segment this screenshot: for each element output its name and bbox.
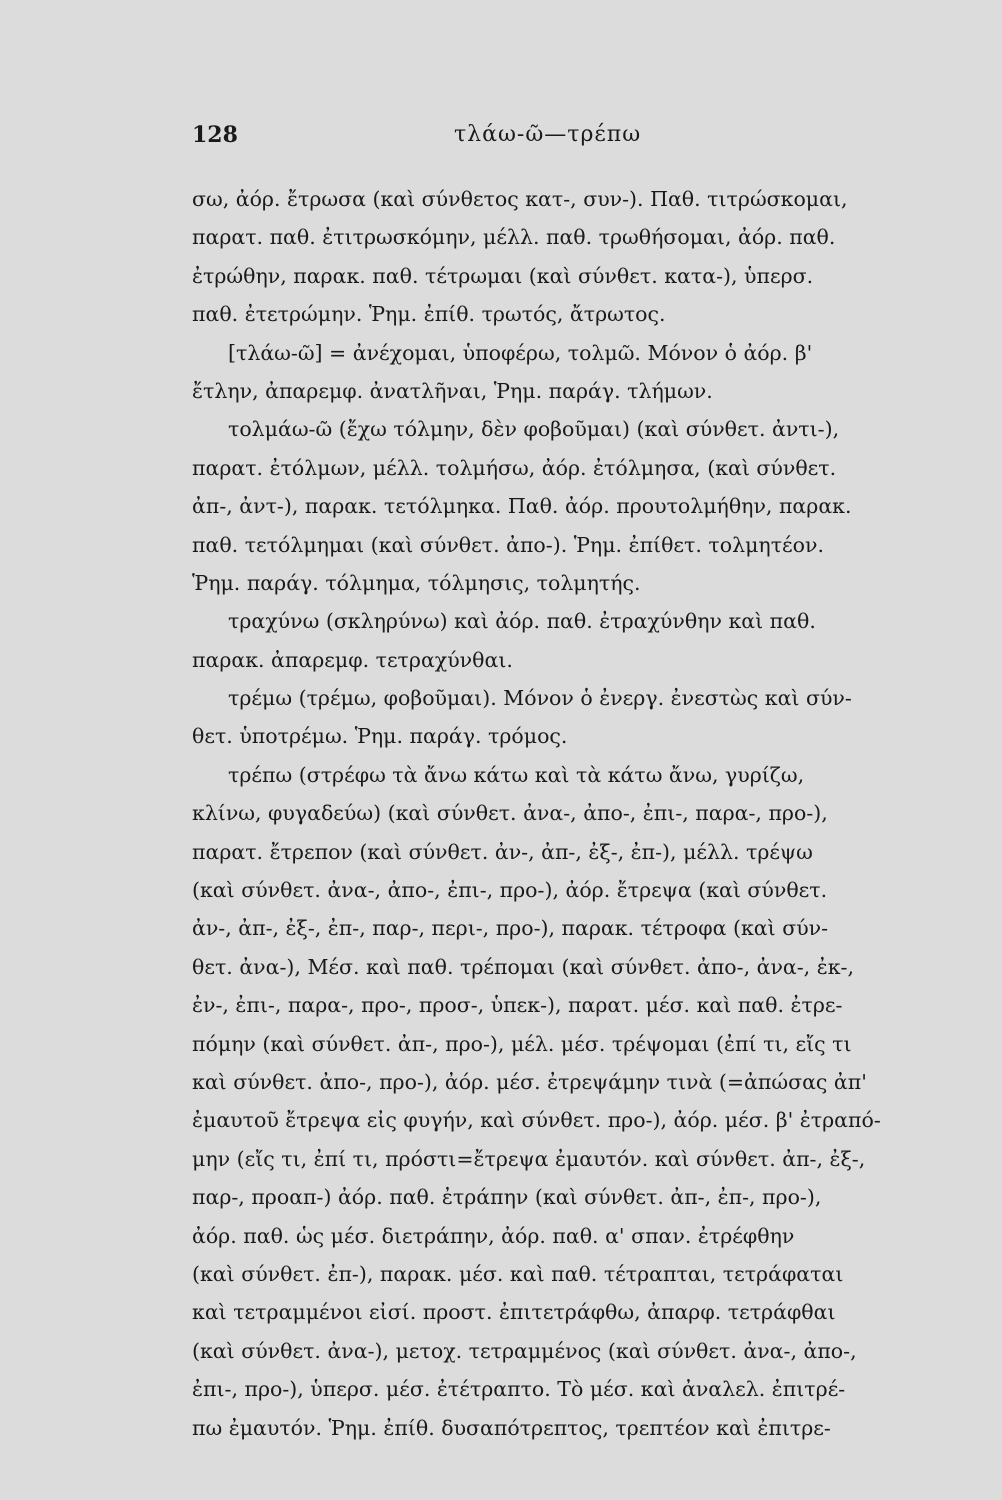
text-line: (καὶ σύνθετ. ἀνα-), μετοχ. τετραμμένος (καὶ σύνθετ. ἀνα-, ἀπο-,: [192, 1338, 857, 1363]
text-line: (καὶ σύνθετ. ἐπ-), παρακ. μέσ. καὶ παθ. τέτραπται, τετράφαται: [192, 1261, 844, 1286]
text-line: καὶ σύνθετ. ἀπο-, προ-), ἀόρ. μέσ. ἐτρεψάμην τινὰ (=ἀπώσας ἀπ': [192, 1069, 867, 1094]
text-line: ἐν-, ἐπι-, παρα-, προ-, προσ-, ὑπεκ-), παρατ. μέσ. καὶ παθ. ἐτρε-: [192, 993, 843, 1018]
text-line: κλίνω, φυγαδεύω) (καὶ σύνθετ. ἀνα-, ἀπο-, ἐπι-, παρα-, προ-),: [192, 801, 828, 826]
text-line: θετ. ἀνα-), Μέσ. καὶ παθ. τρέπομαι (καὶ σύνθετ. ἀπο-, ἀνα-, ἐκ-,: [192, 954, 854, 979]
text-line: ἐπι-, προ-), ὑπερσ. μέσ. ἐτέτραπτο. Τὸ μέσ. καὶ ἀναλελ. ἐπιτρέ-: [192, 1377, 846, 1402]
page-number: 128: [192, 122, 238, 148]
text-line: Ῥημ. παράγ. τόλμημα, τόλμησις, τολμητής.: [192, 570, 641, 595]
text-line: ἐμαυτοῦ ἔτρεψα εἰς φυγήν, καὶ σύνθετ. προ-), ἀόρ. μέσ. β' ἐτραπό-: [192, 1108, 881, 1133]
text-line: παρ-, προαπ-) ἀόρ. παθ. ἐτράπην (καὶ σύνθετ. ἀπ-, ἐπ-, προ-),: [192, 1185, 822, 1210]
text-line: παρατ. παθ. ἐτιτρωσκόμην, μέλλ. παθ. τρωθήσομαι, ἀόρ. παθ.: [192, 225, 836, 250]
text-line: ἀόρ. παθ. ὡς μέσ. διετράπην, ἀόρ. παθ. α' σπαν. ἐτρέφθην: [192, 1223, 795, 1248]
text-line: καὶ τετραμμένοι εἰσί. προστ. ἐπιτετράφθω, ἀπαρφ. τετράφθαι: [192, 1300, 836, 1325]
text-line: τρέπω (στρέφω τὰ ἄνω κάτω καὶ τὰ κάτω ἄνω, γυρίζω,: [228, 762, 805, 787]
text-line: παρακ. ἀπαρεμφ. τετραχύνθαι.: [192, 647, 513, 672]
text-line: [τλάω-ῶ] = ἀνέχομαι, ὑποφέρω, τολμῶ. Μόνον ὁ ἀόρ. β': [228, 340, 813, 365]
text-line: τολμάω-ῶ (ἔχω τόλμην, δὲν φοβοῦμαι) (καὶ σύνθετ. ἀντι-),: [228, 417, 840, 442]
text-line: τρέμω (τρέμω, φοβοῦμαι). Μόνον ὁ ἐνεργ. ἐνεστὼς καὶ σύν-: [228, 686, 852, 711]
text-line: (καὶ σύνθετ. ἀνα-, ἀπο-, ἐπι-, προ-), ἀόρ. ἔτρεψα (καὶ σύνθετ.: [192, 878, 828, 903]
text-line: παθ. τετόλμημαι (καὶ σύνθετ. ἀπο-). Ῥημ. ἐπίθετ. τολμητέον.: [192, 532, 824, 557]
text-line: πω ἐμαυτόν. Ῥημ. ἐπίθ. δυσαπότρεπτος, τρεπτέον καὶ ἐπιτρε-: [192, 1415, 831, 1440]
dictionary-body-text: [192, 180, 992, 1447]
text-line: ἐτρώθην, παρακ. παθ. τέτρωμαι (καὶ σύνθετ. κατα-), ὑπερσ.: [192, 263, 814, 288]
text-line: πόμην (καὶ σύνθετ. ἀπ-, προ-), μέλ. μέσ. τρέψομαι (ἐπί τι, εἴς τι: [192, 1031, 852, 1056]
text-line: παρατ. ἐτόλμων, μέλλ. τολμήσω, ἀόρ. ἐτόλμησα, (καὶ σύνθετ.: [192, 455, 837, 480]
text-line: μην (εἴς τι, ἐπί τι, πρόστι=ἔτρεψα ἐμαυτόν. καὶ σύνθετ. ἀπ-, ἐξ-,: [192, 1146, 866, 1171]
text-line: σω, ἀόρ. ἔτρωσα (καὶ σύνθετος κατ-, συν-). Παθ. τιτρώσκομαι,: [192, 187, 848, 211]
text-line: παρατ. ἔτρεπον (καὶ σύνθετ. ἀν-, ἀπ-, ἐξ-, ἐπ-), μέλλ. τρέψω: [192, 839, 813, 864]
text-line: ἀπ-, ἀντ-), παρακ. τετόλμηκα. Παθ. ἀόρ. προυτολμήθην, παρακ.: [192, 494, 852, 519]
page-header: [192, 122, 982, 162]
text-line: παθ. ἐτετρώμην. Ῥημ. ἐπίθ. τρωτός, ἄτρωτος.: [192, 302, 666, 327]
text-line: ἀν-, ἀπ-, ἐξ-, ἐπ-, παρ-, περι-, προ-), παρακ. τέτροφα (καὶ σύν-: [192, 916, 829, 941]
running-head: τλάω-ῶ—τρέπω: [454, 122, 642, 147]
text-line: τραχύνω (σκληρύνω) καὶ ἀόρ. παθ. ἐτραχύνθην καὶ παθ.: [228, 609, 816, 634]
text-line: ἔτλην, ἀπαρεμφ. ἀνατλῆναι, Ῥημ. παράγ. τλήμων.: [192, 378, 713, 403]
text-line: θετ. ὑποτρέμω. Ῥημ. παράγ. τρόμος.: [192, 724, 568, 749]
